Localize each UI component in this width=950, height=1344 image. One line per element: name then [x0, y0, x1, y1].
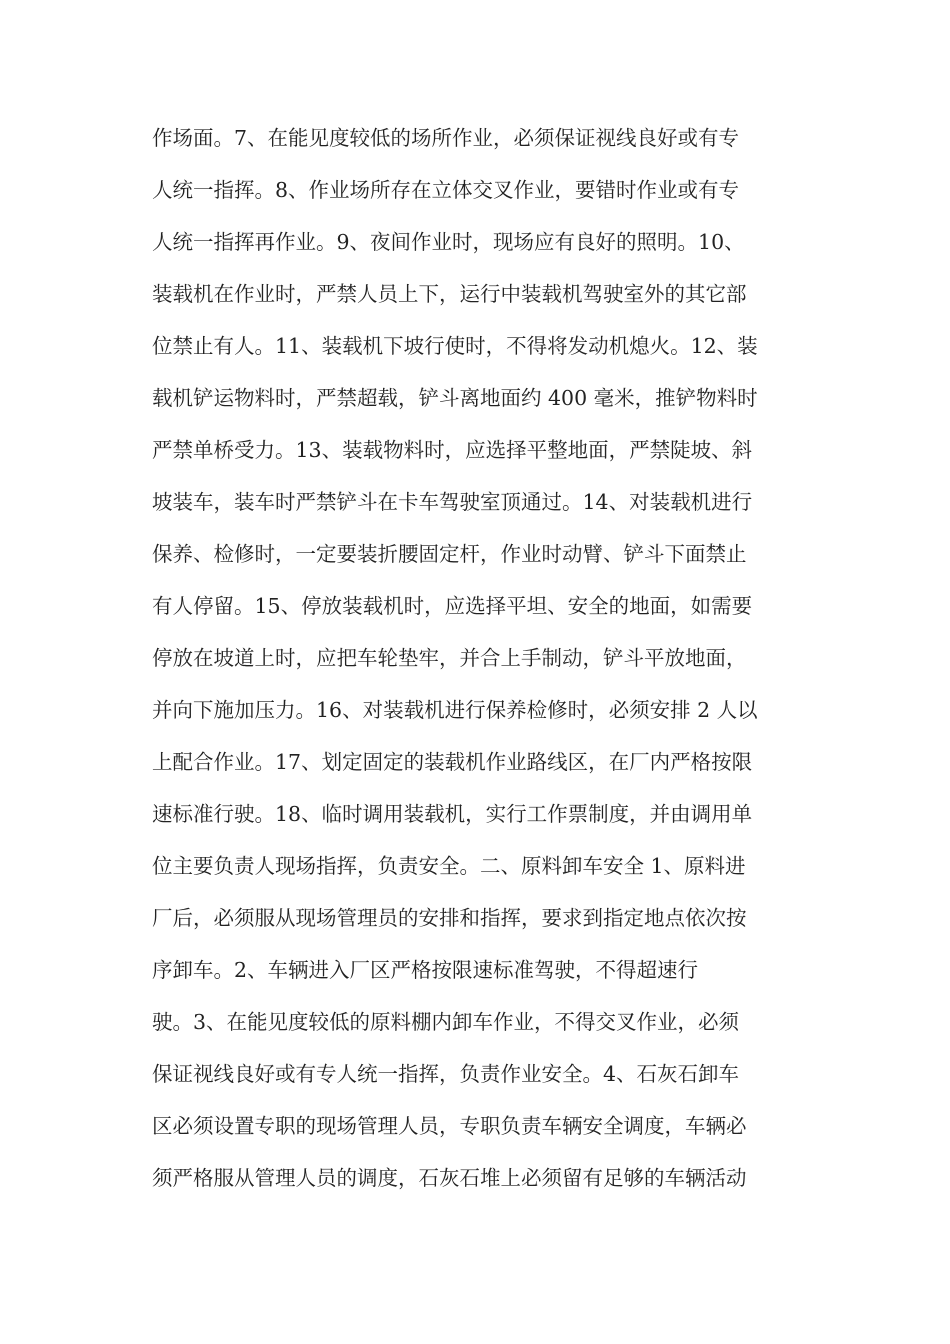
- text-line: 上配合作业。17、划定固定的装载机作业路线区，在厂内严格按限: [152, 750, 753, 774]
- text-line: 人统一指挥。8、作业场所存在立体交叉作业，要错时作业或有专: [152, 178, 740, 202]
- text-line: 速标准行驶。18、临时调用装载机，实行工作票制度，并由调用单: [152, 802, 753, 826]
- text-line: 厂后，必须服从现场管理员的安排和指挥，要求到指定地点依次按: [152, 906, 747, 930]
- text-line: 须严格服从管理人员的调度，石灰石堆上必须留有足够的车辆活动: [152, 1166, 747, 1190]
- text-line: 并向下施加压力。16、对装载机进行保养检修时，必须安排 2 人以: [152, 698, 758, 722]
- text-line: 严禁单桥受力。13、装载物料时，应选择平整地面，严禁陡坡、斜: [152, 438, 753, 462]
- text-line: 作场面。7、在能见度较低的场所作业，必须保证视线良好或有专: [152, 126, 740, 150]
- text-line: 保证视线良好或有专人统一指挥，负责作业安全。4、石灰石卸车: [152, 1062, 740, 1086]
- text-line: 装载机在作业时，严禁人员上下，运行中装载机驾驶室外的其它部: [152, 282, 747, 306]
- text-line: 保养、检修时，一定要装折腰固定杆，作业时动臂、铲斗下面禁止: [152, 542, 747, 566]
- text-line: 有人停留。15、停放装载机时，应选择平坦、安全的地面，如需要: [152, 594, 753, 618]
- text-line: 载机铲运物料时，严禁超载，铲斗离地面约 400 毫米，推铲物料时: [152, 386, 758, 410]
- body-text: [152, 117, 812, 1209]
- text-line: 序卸车。2、车辆进入厂区严格按限速标准驾驶，不得超速行: [152, 958, 699, 982]
- text-line: 区必须设置专职的现场管理人员，专职负责车辆安全调度，车辆必: [152, 1114, 747, 1138]
- text-line: 位主要负责人现场指挥，负责安全。二、原料卸车安全 1、原料进: [152, 854, 746, 878]
- text-line: 驶。3、在能见度较低的原料棚内卸车作业，不得交叉作业，必须: [152, 1010, 740, 1034]
- text-line: 位禁止有人。11、装载机下坡行使时，不得将发动机熄火。12、装: [152, 334, 758, 358]
- text-line: 坡装车，装车时严禁铲斗在卡车驾驶室顶通过。14、对装载机进行: [152, 490, 753, 514]
- text-line: 停放在坡道上时，应把车轮垫牢，并合上手制动，铲斗平放地面，: [152, 646, 747, 670]
- text-line: 人统一指挥再作业。9、夜间作业时，现场应有良好的照明。10、: [152, 230, 745, 254]
